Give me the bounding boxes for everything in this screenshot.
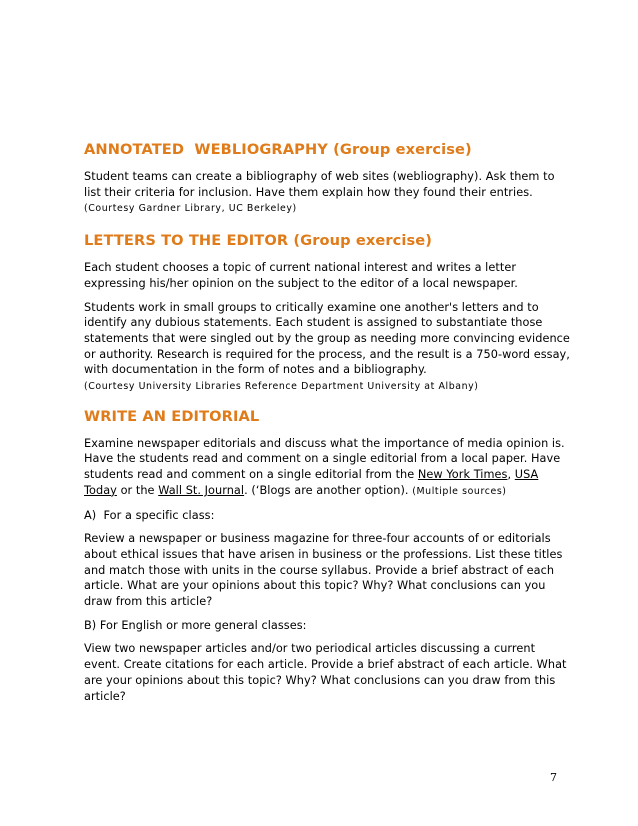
letters-paragraph-2-text: Students work in small groups to critically examine one another's letters and to identify any dubious statements. Each student is assigned to substantiate those statements that were singled out by the group as needing more convincing evidence or authority. Research is required for the process, and the result is a 750-word essay, with documentation in the form of notes and a bibliography.	[84, 300, 570, 377]
link-new-york-times[interactable]: New York Times	[417, 468, 508, 482]
editorial-paragraph-specific-class: Review a newspaper or business magazine for three-four accounts of or editorials about ethical issues that have arisen in business or the professions. List these titles and match those with units in the course syllabus. Provide a brief abstract of each article. What are your opinions about this topic? Why? What conclusions can you draw from this article?	[84, 532, 563, 609]
editorial-option-a: A) For a specific class:	[84, 508, 215, 522]
webliography-text: Student teams can create a bibliography of web sites (webliography). Ask them to list their criteria for inclusion. Have them explain how they found their entries.	[84, 170, 555, 199]
editorial-text-part-3: or the	[116, 483, 159, 497]
letters-credit: (Courtesy University Libraries Reference Department University at Albany)	[84, 381, 479, 393]
editorial-text-part-4: . (‘Blogs are another option).	[244, 483, 413, 497]
editorial-text-part-1: Examine newspaper editorials and discuss what the importance of media opinion is. Have the students read and comment on a single editorial from a local paper. Have students read and comment on a single editorial from the	[84, 436, 565, 482]
webliography-paragraph	[84, 169, 570, 217]
link-wall-st-journal[interactable]: Wall St. Journal	[158, 483, 245, 497]
heading-write-an-editorial: WRITE AN EDITORIAL	[84, 407, 260, 425]
editorial-paragraph-1	[84, 436, 570, 500]
heading-annotated-webliography: ANNOTATED WEBLIOGRAPHY (Group exercise)	[84, 141, 472, 158]
document-page	[84, 140, 570, 704]
letters-paragraph-1: Each student chooses a topic of current national interest and writes a letter expressing his/her opinion on the subject to the editor of a local newspaper.	[84, 261, 518, 290]
link-usa-today[interactable]: USA Today	[84, 468, 539, 497]
editorial-paragraph-general-classes: View two newspaper articles and/or two periodical articles discussing a current event. Create citations for each article. Provide a brief abstract of each article. What are your opinions about this topic? Why? What conclusions can you draw from this article?	[84, 642, 567, 703]
editorial-option-b: B) For English or more general classes:	[84, 618, 307, 632]
editorial-text-part-2: ,	[507, 468, 515, 482]
heading-letters-to-the-editor: LETTERS TO THE EDITOR (Group exercise)	[84, 232, 433, 250]
webliography-credit: (Courtesy Gardner Library, UC Berkeley)	[84, 203, 297, 215]
page-number: 7	[550, 771, 557, 784]
letters-paragraph-2	[84, 300, 570, 395]
editorial-credit: (Multiple sources)	[412, 485, 507, 497]
